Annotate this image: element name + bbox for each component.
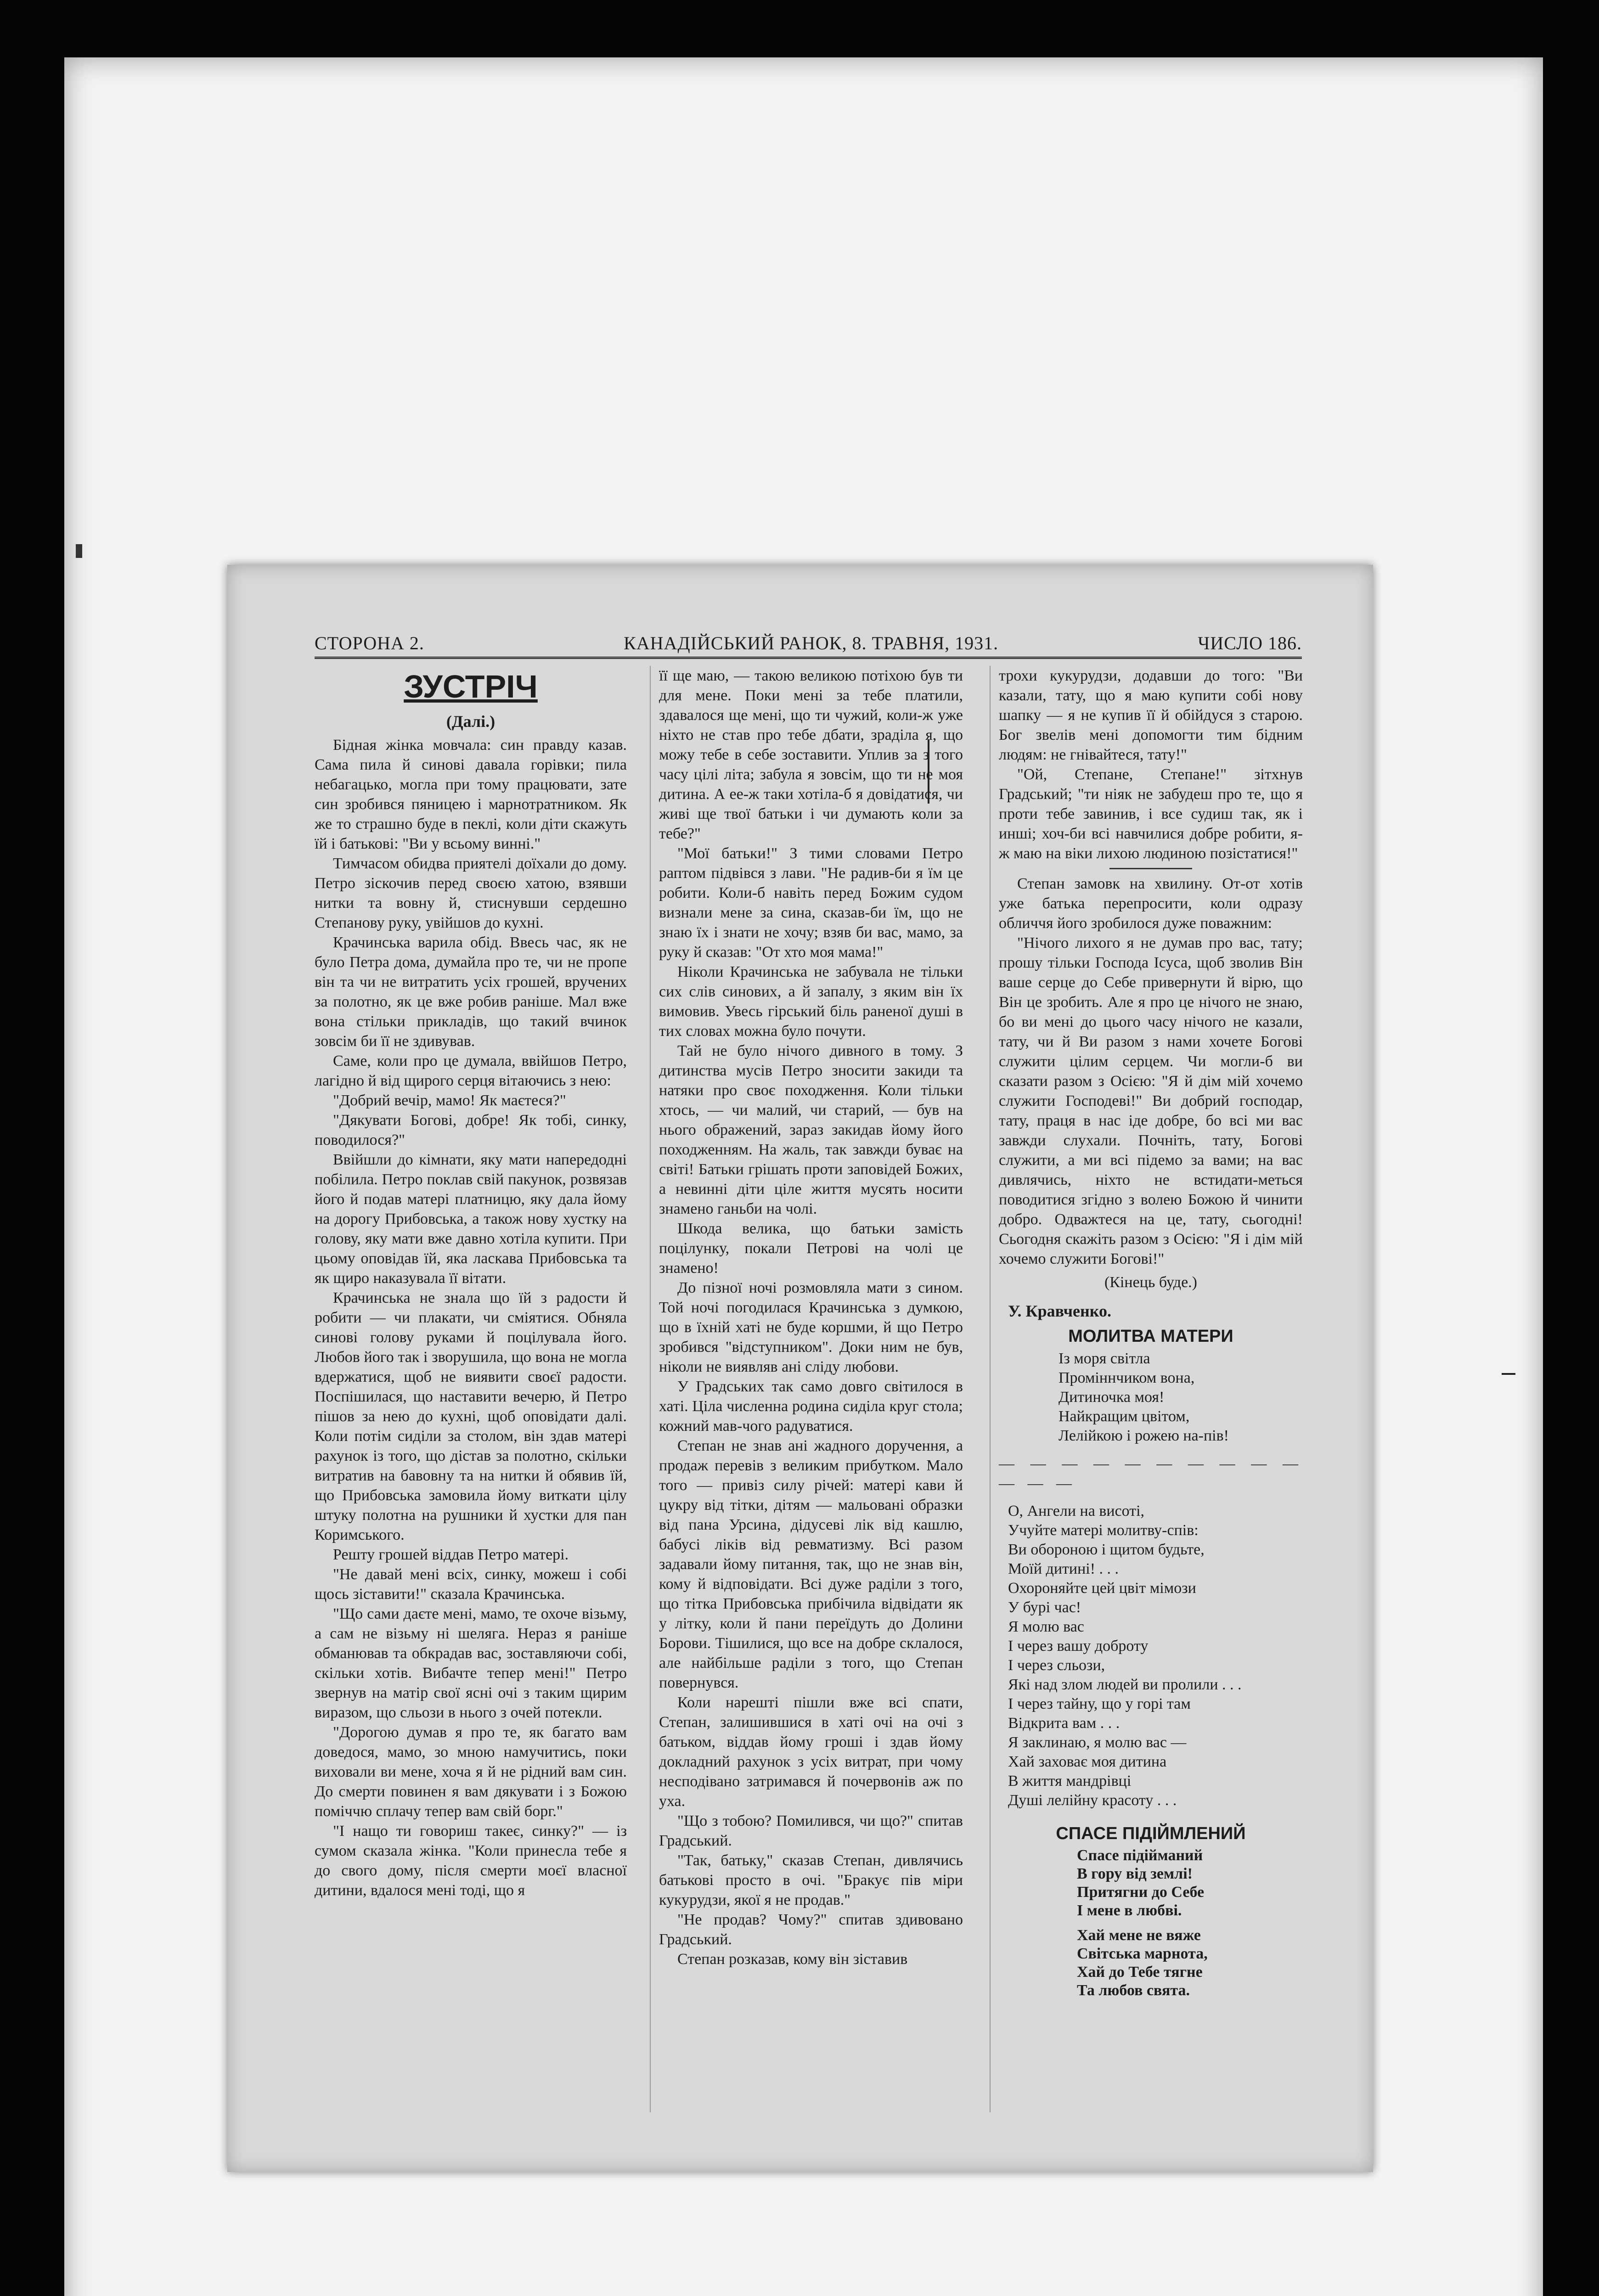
paragraph: Ніколи Крачинська не забувала не тільки сих слів синових, а й запалу, з яким він їх вимовив. Увесь гірський біль раненої душі в тих словах можна було почути. bbox=[659, 963, 963, 1040]
poem-author: У. Кравченко. bbox=[1008, 1302, 1112, 1320]
poem-line: І мене в любві. bbox=[1077, 1902, 1182, 1919]
page-number: СТОРОНА 2. bbox=[315, 632, 424, 653]
poem-line: Учуйте матері молитву-спів: bbox=[1008, 1522, 1199, 1539]
poem-line: О, Ангели на висоті, bbox=[1008, 1503, 1145, 1519]
poem-line: І через сльози, bbox=[1008, 1657, 1105, 1674]
paragraph: "Не давай мені всіх, синку, можеш і собі щось зіставити!" сказала Крачинська. bbox=[315, 1566, 627, 1603]
poem-line: Охороняйте цей цвіт мімози bbox=[1008, 1580, 1196, 1597]
column-1 bbox=[315, 666, 627, 2112]
poem-line: Моїй дитині! . . . bbox=[1008, 1560, 1119, 1577]
paragraph: Крачинська варила обід. Ввесь час, як не було Петра дома, думайла про те, чи не пропе він та чи не витратить усіх грошей, вручених за полотно, як це вже робив раніше. Мал вже вона стільки прикладів, що такий вчинок зовсім би її не здивував. bbox=[315, 934, 627, 1050]
dash-separator: — — — — — — — — — — — — — bbox=[999, 1455, 1303, 1492]
masthead bbox=[315, 629, 1302, 659]
poem-line: Лелійкою і рожею на-пів! bbox=[1058, 1427, 1229, 1444]
paragraph: Тай не було нічого дивного в тому. З дитинства мусів Петро зносити закиди та натяки про своє походження. Коли тільки хтось, — чи малий, чи старий, — був на нього ображений, зараз закидав йому його походженням. На жаль, так завжди буває на світі! Батьки грішать проти заповідей Божих, а невинні діти ціле життя мусять носити знамено ганьби на чолі. bbox=[659, 1042, 963, 1217]
poem-line: Світська марнота, bbox=[1077, 1945, 1208, 1962]
column-3 bbox=[990, 666, 1303, 2112]
paragraph: Крачинська не знала що їй з радости й робити — чи плакати, чи сміятися. Обняла синові голову руками й поцілувала його. Любов його так і зворушила, що вона не могла вдержатися, щоб не виявити своєї радости. Поспішилася, що наставити вечерю, й Петро пішов за нею до кухні, щоб оповідати далі. Коли потім сиділи за столом, він здав матері рахунок із того, що дістав за полотно, скільки витратив на бавовну та на нитки й обявив їй, що Прибовська замовила йому виткати цілу штуку полотна на рушники й хустки для пан Коримського. bbox=[315, 1289, 627, 1543]
paragraph: "Мої батьки!" З тими словами Петро раптом підвівся з лави. "Не радив-би я їм це робити. Коли-б навіть перед Божим судом визнали мене за сина, сказав-би їм, що не знаю їх і знати не хочу; взяв би вас, мамо, за руку й сказав: "От хто моя мама!" bbox=[659, 845, 963, 961]
film-mark bbox=[1502, 1373, 1515, 1375]
story-title: ЗУСТРІЧ bbox=[404, 669, 538, 704]
film-mark bbox=[76, 544, 82, 558]
poem-line: Які над злом людей ви пролили . . . bbox=[1008, 1676, 1242, 1693]
poem-title: СПАСЕ ПІДІЙМЛЕНИЙ bbox=[1056, 1824, 1246, 1843]
poem-line: Дитиночка моя! bbox=[1058, 1389, 1165, 1406]
poem-line: Хай заховає моя дитина bbox=[1008, 1753, 1167, 1770]
paragraph: Степан замовк на хвилину. От-от хотів уже батька перепросити, коли одразу обличчя його зробилося дуже поважним: bbox=[999, 875, 1303, 932]
paragraph: Степан розказав, кому він зіставив bbox=[677, 1951, 908, 1968]
poem-line: І через вашу доброту bbox=[1008, 1638, 1149, 1654]
poem-line: Хай мене не вяже bbox=[1077, 1927, 1201, 1944]
poem-line: Я молю вас bbox=[1008, 1618, 1084, 1635]
paragraph: Шкода велика, що батьки замість поцілунку, покали Петрові на чолі це знамено! bbox=[659, 1220, 963, 1277]
poem-stanza bbox=[999, 1846, 1303, 1920]
paragraph: трохи кукурудзи, додавши до того: "Ви казали, тату, що я маю купити собі нову шапку — я не купив її й обійдуся з старою. Бог звелів мені допомогти тим бідним людям: не гнівайтеся, тату!" bbox=[999, 667, 1303, 763]
poem-line: Спасе підійманий bbox=[1077, 1847, 1203, 1864]
paragraph: Тимчасом обидва приятелі доїхали до дому. Петро зіскочив перед своєю хатою, взявши нитки та вовну й, стиснувши сердешно Степанову руку, увійшов до кухні. bbox=[315, 855, 627, 931]
paragraph: "Що сами даєте мені, мамо, те охоче візьму, а сам не візьму ні шеляга. Нераз я раніше обманював та обкрадав вас, зоставляючи собі, скільки хотів. Вибачте тепер мені!" Петро звернув на матір свої ясні очі з таким щирим виразом, що сльози в нього з очей потекли. bbox=[315, 1605, 627, 1721]
poem-line: Хай до Тебе тягне bbox=[1077, 1964, 1203, 1981]
poem-line: Притягни до Себе bbox=[1077, 1884, 1205, 1901]
paragraph: "Що з тобою? Помилився, чи що?" спитав Градський. bbox=[659, 1812, 963, 1849]
issue-number: ЧИСЛО 186. bbox=[1198, 632, 1302, 653]
column-2 bbox=[650, 666, 963, 2112]
story-end: (Кінець буде.) bbox=[1104, 1274, 1197, 1291]
divider bbox=[1109, 868, 1192, 869]
paragraph: "Ой, Степане, Степане!" зітхнув Градський; "ти ніяк не забудеш про те, що я проти тебе завинив, і все судиш так, як і инші; хоч-би всі навчилися добре робити, я-ж маю на віки лихою людиною позістатися!" bbox=[999, 766, 1303, 862]
story-continued: (Далі.) bbox=[446, 712, 495, 731]
poem-line: Проміннчиком вона, bbox=[1058, 1369, 1195, 1386]
paragraph: "Дорогою думав я про те, як багато вам доведося, мамо, зо мною намучитись, поки виховали ви мене, хоча я й не рідний вам син. До смерти повинен я вам дякувати і з Божою поміччю сплачу тепер вам свій борг." bbox=[315, 1724, 627, 1820]
paragraph: "Не продав? Чому?" спитав здивовано Градський. bbox=[659, 1911, 963, 1948]
paragraph: її ще маю, — такою великою потіхою був ти для мене. Поки мені за тебе платили, здавалося ще мені, що ти чужий, коли-ж уже ніхто не став про тебе дбати, зраділа я, що можу тебе в себе зоставити. Уплив за з того часу цілі літа; забула я зовсім, що ти не моя дитина. А ее-ж таки хотіла-б я довідатися, чи живі ще твої батьки і чи думають коли за тебе?" bbox=[659, 667, 963, 842]
poem-stanza bbox=[999, 1926, 1303, 2000]
paragraph: "Дякувати Богові, добре! Як тобі, синку, поводилося?" bbox=[315, 1112, 627, 1148]
poem-line: Я заклинаю, я молю вас — bbox=[1008, 1734, 1187, 1751]
poem-line: Із моря світла bbox=[1058, 1350, 1150, 1367]
poem-line: І через тайну, що у горі там bbox=[1008, 1695, 1191, 1712]
poem-line: Душі лелійну красоту . . . bbox=[1008, 1792, 1177, 1809]
poem-stanza bbox=[999, 1502, 1303, 1810]
page-content bbox=[315, 629, 1302, 2144]
poem-line: Ви обороною і щитом будьте, bbox=[1008, 1541, 1205, 1558]
poem-stanza bbox=[999, 1349, 1303, 1446]
poem-line: У бурі час! bbox=[1008, 1599, 1081, 1616]
poem-line: Та любов свята. bbox=[1077, 1982, 1190, 1999]
paragraph: "Добрий вечір, мамо! Як маєтеся?" bbox=[333, 1092, 566, 1109]
newspaper-page bbox=[227, 565, 1373, 2172]
paragraph: У Градських так само довго світилося в хаті. Ціла численна родина сиділа круг стола; кожний мав-чого радуватися. bbox=[659, 1378, 963, 1435]
paragraph: "Нічого лихого я не думав про вас, тату; прошу тільки Господа Ісуса, щоб зволив Він ваше серце до Себе привернути й вірю, що Він це зробить. Але я про це нічого не знаю, бо ви мені до цього часу нічого не казали, тату, чи й Ви разом з нами хочете Богові служити цілим серцем. Чи могли-б ви сказати разом з Осією: "Я й дім мій хочемо служити Господеві!" Ви добрий господар, тату, праця в нас іде добре, бо всі ми вас завжди слухали. Почніть, тату, Богові служити, а ми всі підемо за вами; на вас дивлячись, ніхто не встидати-меться поводитися згідно з волею Божою й чинити добро. Одважтеся на це, тату, сьогодні! Сьогодня скажіть разом з Осією: "Я і дім мій хочемо служити Богові!" bbox=[999, 934, 1303, 1267]
poem-title: МОЛИТВА МАТЕРИ bbox=[1068, 1327, 1233, 1346]
paragraph: Саме, коли про це думала, ввійшов Петро, лагідно й від щирого серця вітаючись з нею: bbox=[315, 1052, 627, 1089]
poem-line: Відкрита вам . . . bbox=[1008, 1715, 1120, 1732]
poem-line: В гору від землі! bbox=[1077, 1865, 1193, 1882]
poem-line: В життя мандрівці bbox=[1008, 1773, 1132, 1790]
paragraph: Степан не знав ані жадного доручення, а продаж перевів з великим прибутком. Мало того — привіз силу річей: матері кави й цукру від тітки, дітям — мальовані образки від пана Урсина, дідусеві лік від кашлю, бабусі ліків від ревматизму. Всі разом задавали йому питання, так, що не знав він, кому й відповідати. Всі дуже раділи з того, що тітка Прибовська прибічила відвідати як у літку, коли й пани переїдуть до Долини Борови. Тішилися, що все на добре склалося, але найбільше раділи з того, що Степан повернувся. bbox=[659, 1437, 963, 1691]
paragraph: Коли нарешті пішли вже всі спати, Степан, залишившися в хаті очі на очі з батьком, віддав йому гроші і здав йому докладний рахунок з усіх витрат, при чому несподівано затримався й почервонів аж по уха. bbox=[659, 1694, 963, 1810]
paragraph: Решту грошей віддав Петро матері. bbox=[333, 1546, 569, 1563]
paragraph: "І нащо ти говориш такеє, синку?" — із сумом сказала жінка. "Коли принесла тебе я до свого дому, після смерти моєї власної дитини, вдалося мені тоді, що я bbox=[315, 1823, 627, 1899]
paragraph: До пізної ночі розмовляла мати з сином. Той ночі погодилася Крачинська з думкою, що в їхній хаті не буде коршми, й що Петро зробився "відступником". Доки ним не був, ніколи не виявляв ані сліду любови. bbox=[659, 1279, 963, 1375]
poem-line: Найкращим цвітом, bbox=[1058, 1408, 1190, 1425]
paragraph: Ввійшли до кімнати, яку мати напередодні побілила. Петро поклав свій пакунок, розвязав його й подав матері платницю, яку дала йому на дорогу Прибовська, а також нову хустку на голову, яку мати вже давно хотіла купити. При цьому оповідав їй, яка ласкава Прибовська та як щиро наказувала її вітати. bbox=[315, 1151, 627, 1287]
newspaper-title: КАНАДІЙСЬКИЙ РАНОК, 8. ТРАВНЯ, 1931. bbox=[624, 632, 999, 653]
paragraph: Бідная жінка мовчала: син правду казав. Сама пила й синові давала горівки; пила небагацько, могла при тому працювати, зате син зробився пяницею і марнотратником. Як же то страшно буде в пеклі, коли діти скажуть їй і батькові: "Ви у всьому винні." bbox=[315, 737, 627, 852]
paragraph: "Так, батьку," сказав Степан, дивлячись батькові просто в очі. "Бракує пів міри кукурудзи, якої я не продав." bbox=[659, 1852, 963, 1908]
